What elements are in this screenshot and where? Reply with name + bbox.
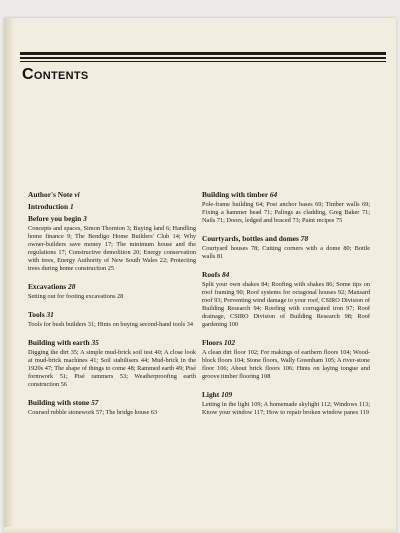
toc-entry-list: Courtyard houses 78; Cutting corners with a dome 80; Bottle walls 81	[202, 245, 370, 260]
toc-section	[202, 390, 370, 417]
section-page-number: 109	[221, 390, 233, 399]
section-page-number: 35	[91, 338, 99, 347]
toc-section-title	[202, 270, 370, 280]
page-spine-shadow	[4, 18, 14, 533]
toc-section-title	[28, 338, 196, 348]
toc-section-title	[28, 190, 196, 200]
toc-section-title	[28, 310, 196, 320]
toc-entry-list: Split your own shakes 84; Roofing with shakes 86; Some tips on roof framing 90; Roof systems for octagonal houses 92; Mansard roof 93; Preventing wind damage to your roof, CSIRO Division of Building Research 94; Roofing with corrugated iron 97; Roof drainage, CSIRO Division of Building Research 98; Roof gardening 100	[202, 281, 370, 328]
header-rule-thin	[20, 61, 386, 62]
toc-entry-list: Coursed rubble stonework 57; The bridge house 63	[28, 409, 158, 416]
section-page-number: 31	[46, 310, 54, 319]
section-page-number: 3	[83, 214, 87, 223]
section-title-text: Building with earth	[28, 338, 90, 347]
toc-entry-list: Tools for bush builders 31; Hints on buying second-hand tools 34	[28, 321, 194, 328]
toc-section	[202, 338, 370, 381]
toc-section	[28, 338, 196, 389]
section-page-number: 28	[68, 282, 76, 291]
section-title-text: Building with stone	[28, 398, 90, 407]
toc-section-title	[28, 282, 196, 292]
page-bottom-edge	[4, 527, 396, 533]
section-title-text: Excavations	[28, 282, 67, 291]
toc-section	[28, 202, 196, 214]
toc-section	[28, 398, 196, 417]
section-title-text: Building with timber	[202, 190, 268, 199]
toc-entry-list: Letting in the light 109; A homemade skylight 112; Windows 113; Know your window 117; How to repair broken window panes 119	[202, 401, 370, 416]
book-page	[4, 18, 396, 533]
toc-entry-list: Pole-frame building 64; Post anchor bases 69; Timber walls 69; Fixing a hammer head 71; Palings as cladding, Greg Baker 71; Nails 71; Doors, ledged and braced 73; Paint recipes 75	[202, 201, 370, 224]
toc-section	[28, 310, 196, 329]
section-title-text: Introduction	[28, 202, 69, 211]
section-title-text: Roofs	[202, 270, 221, 279]
section-title-text: Author's Note	[28, 190, 73, 199]
toc-left-column	[28, 190, 196, 426]
toc-section	[202, 234, 370, 261]
section-page-number: 84	[221, 270, 230, 279]
toc-section-title	[202, 234, 370, 244]
toc-section	[28, 282, 196, 301]
header-rule-medium	[20, 57, 386, 59]
section-page-number: 57	[91, 398, 99, 407]
toc-section	[202, 190, 370, 225]
section-page-number: 78	[300, 234, 309, 243]
page-title: Contents	[22, 66, 89, 83]
toc-entry-list: Concepts and spaces, Simon Thornton 3; Buying land 6; Handling home finance 9; The Bendigo Home Builders' Club 14; Why owner-builders save money 17; The minimum house and the regulations 17; Constructive demolition 20; Energy conservation with trees, Energy Authority of New South Wales 22; Protecting trees during home construction 25	[28, 225, 196, 272]
toc-section	[28, 214, 196, 273]
section-page-number: 64	[269, 190, 278, 199]
toc-right-column	[202, 190, 370, 426]
toc-section-title	[28, 214, 196, 224]
section-page-number: 1	[69, 202, 74, 211]
section-title-text: Floors	[202, 338, 223, 347]
toc-section-title	[28, 398, 196, 408]
toc-section-title	[28, 202, 196, 212]
toc-entry-list: A clean dirt floor 102; For makings of earthern floors 104; Wood-block floors 104; Stone floors, Wally Greenham 105; A river-stone floor 106; About brick floors 106; Hints on laying tongue and groove timber flooring 108	[202, 349, 370, 380]
toc-entry-list: Setting out for footing excavations 28	[28, 293, 124, 300]
toc-section	[202, 270, 370, 329]
toc-section-title	[202, 390, 370, 400]
toc-section	[28, 190, 196, 202]
section-title-text: Light	[202, 390, 220, 399]
toc-section-title	[202, 190, 370, 200]
toc-section-title	[202, 338, 370, 348]
section-page-number: vi	[74, 190, 80, 199]
section-title-text: Before you begin	[28, 214, 82, 223]
header-rule-thick	[20, 52, 386, 55]
section-title-text: Courtyards, bottles and domes	[202, 234, 299, 243]
toc-entry-list: Digging the dirt 35; A simple mud-brick soil test 40; A close look at mud-brick machines 41; Soil stabilisers 44; Mud-brick in the 1920s 47; The shape of things to come 48; Rammed earth 49; Pisé formwork 51; Pisé rammers 53; Weatherproofing earth construction 56	[28, 349, 196, 388]
section-title-text: Tools	[28, 310, 45, 319]
section-page-number: 102	[223, 338, 236, 347]
